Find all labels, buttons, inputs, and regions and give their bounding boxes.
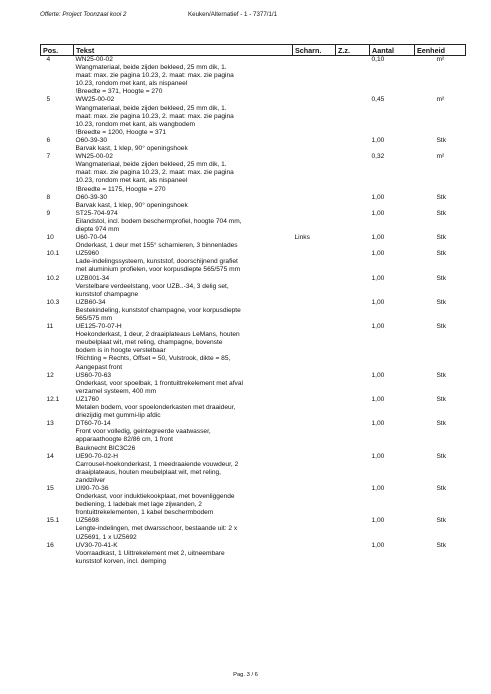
article-code: UZ5698 bbox=[75, 517, 99, 525]
description-line: Wangmateriaal, beide zijden bekleed, 25 mm dik, 1. bbox=[75, 64, 227, 72]
row-text bbox=[74, 396, 293, 420]
table-row bbox=[41, 194, 466, 210]
table-row bbox=[41, 420, 466, 452]
row-zz bbox=[336, 137, 370, 153]
description-line: 565/575 mm bbox=[75, 315, 113, 322]
row-pos: 5 bbox=[46, 96, 51, 104]
description-line: meubelplaat wit, met reling, champagne, bovenste bbox=[75, 339, 223, 347]
description-line: !Breedte = 1200, Hoogte = 371 bbox=[75, 128, 167, 136]
row-aantal: 1,00 bbox=[371, 541, 385, 549]
row-eenheid: Stk bbox=[436, 298, 447, 306]
row-scharn: Links bbox=[294, 234, 310, 242]
description-line: Lengte-indelingen, met dwarsschoor, bestaande uit: 2 x bbox=[75, 525, 238, 533]
row-scharn bbox=[293, 323, 336, 372]
row-aantal: 1,00 bbox=[371, 209, 385, 217]
offer-title: Offerte: Project Toonzaal kooi 2 bbox=[40, 11, 127, 18]
row-scharn bbox=[293, 275, 336, 299]
description-line: met aluminium profielen, voor korpusdiepte 565/575 mm bbox=[75, 266, 241, 274]
description-line: maat: max. zie pagina 10.23, 2. maat: max. zie pagina bbox=[75, 112, 234, 120]
table-row bbox=[41, 517, 466, 541]
row-text bbox=[74, 453, 293, 485]
description-line: Bestekindeling, kunststof champagne, voor korpusdiepte bbox=[75, 306, 241, 314]
description-line: Barvak kast, 1 klep, 90° openingshoek bbox=[75, 201, 188, 209]
description-line: Verstelbare verdeelstang, voor UZB..-34, 3 delig set, bbox=[75, 282, 229, 290]
row-aantal: 1,00 bbox=[371, 452, 385, 460]
row-pos: 13 bbox=[46, 420, 54, 428]
row-scharn bbox=[293, 542, 336, 566]
row-scharn bbox=[293, 96, 336, 136]
row-text bbox=[74, 372, 293, 396]
description-line: Metalen bodem, voor spoelonderkasten met draaideur, bbox=[75, 404, 236, 412]
page-number: Pag. 3 / 6 bbox=[233, 672, 258, 678]
row-aantal: 1,00 bbox=[371, 274, 385, 282]
description-line: !Breedte = 1175, Hoogte = 270 bbox=[75, 185, 166, 193]
row-aantal: 1,00 bbox=[371, 193, 385, 201]
row-zz bbox=[336, 250, 370, 274]
description-line: 10.23, rondom met kant, als nispaneel bbox=[75, 80, 188, 88]
table-row bbox=[41, 234, 466, 250]
row-eenheid: Stk bbox=[436, 371, 447, 379]
row-aantal: 1,00 bbox=[371, 298, 385, 306]
row-zz bbox=[336, 396, 370, 420]
row-aantal: 1,00 bbox=[371, 136, 385, 144]
row-text bbox=[74, 56, 293, 97]
description-line: verzamel systeem, 400 mm bbox=[75, 387, 157, 395]
row-pos: 7 bbox=[46, 153, 51, 161]
description-line: !Breedte = 371, Hoogte = 270 bbox=[75, 88, 163, 96]
description-line: apparaathoogte 82/86 cm, 1 front bbox=[75, 436, 174, 444]
row-aantal: 1,00 bbox=[371, 484, 385, 492]
description-line: Carrousel-hoekonderkast, 1 meedraaiende vouwdeur, 2 bbox=[75, 460, 239, 468]
row-text bbox=[74, 323, 293, 372]
row-zz bbox=[336, 323, 370, 372]
article-code: US60-70-63 bbox=[75, 371, 112, 379]
article-code: O60-39-30 bbox=[75, 193, 108, 201]
article-code: ST25-704-974 bbox=[75, 209, 118, 217]
row-eenheid: m² bbox=[436, 56, 445, 63]
row-scharn bbox=[293, 299, 336, 323]
row-aantal: 1,00 bbox=[371, 395, 385, 403]
row-aantal: 1,00 bbox=[371, 250, 385, 258]
row-scharn bbox=[293, 210, 336, 234]
row-pos: 14 bbox=[46, 452, 54, 460]
row-pos: 15 bbox=[46, 484, 54, 492]
description-line: Wangmateriaal, beide zijden bekleed, 25 mm dik, 1. bbox=[75, 104, 227, 112]
article-code: UZB60-34 bbox=[75, 298, 106, 306]
row-scharn bbox=[293, 250, 336, 274]
row-pos: 6 bbox=[46, 136, 51, 144]
table-row bbox=[41, 210, 466, 234]
article-code: WN25-00-02 bbox=[75, 56, 113, 63]
col-pos: Pos. bbox=[41, 45, 74, 56]
row-pos: 10.2 bbox=[46, 274, 60, 282]
row-eenheid: Stk bbox=[436, 250, 447, 258]
description-line: maat: max. zie pagina 10.23, 2. maat: max. zie pagina bbox=[75, 169, 234, 177]
row-eenheid: Stk bbox=[436, 541, 447, 549]
row-text bbox=[74, 234, 293, 250]
description-line: maat: max. zie pagina 10.23, 2. maat: max. zie pagina bbox=[75, 72, 234, 80]
description-line: kunststof champagne bbox=[75, 290, 139, 298]
row-eenheid: Stk bbox=[436, 209, 447, 217]
row-scharn bbox=[293, 453, 336, 485]
row-zz bbox=[336, 234, 370, 250]
row-text bbox=[74, 194, 293, 210]
article-code: DT60-70-14 bbox=[75, 420, 111, 428]
col-eenheid: Eenheid bbox=[415, 45, 466, 56]
row-scharn bbox=[293, 194, 336, 210]
row-eenheid: Stk bbox=[436, 517, 447, 525]
description-line: draaiplateaus, houten meubelplaat wit, met reling, bbox=[75, 468, 222, 476]
description-line: Lade-indelingssysteem, kunststof, doorschijnend grafiet bbox=[75, 258, 238, 266]
description-line: Wangmateriaal, beide zijden bekleed, 25 mm dik, 1. bbox=[75, 161, 227, 169]
description-line: Onderkast, voor induktiekookplaat, met bovenliggende bbox=[75, 493, 235, 501]
row-scharn bbox=[293, 372, 336, 396]
row-zz bbox=[336, 153, 370, 193]
row-pos: 10 bbox=[46, 234, 54, 242]
table-row bbox=[41, 453, 466, 485]
description-line: bodem is in hoogte verstelbaar bbox=[75, 347, 166, 355]
description-line: Onderkast, voor spoelbak, 1 frontuittrekelement met afval bbox=[75, 379, 243, 387]
row-scharn bbox=[293, 137, 336, 153]
row-zz bbox=[336, 275, 370, 299]
row-zz bbox=[336, 194, 370, 210]
row-eenheid: Stk bbox=[436, 323, 447, 331]
description-line: Bauknecht BIC3C26 bbox=[75, 444, 136, 452]
quote-table bbox=[40, 44, 466, 566]
row-scharn bbox=[293, 396, 336, 420]
description-line: 10.23, rondom met kant, als nispaneel bbox=[75, 177, 188, 185]
row-eenheid: Stk bbox=[436, 484, 447, 492]
description-line: Aangepast front bbox=[75, 363, 123, 371]
row-eenheid: Stk bbox=[436, 234, 447, 242]
table-row bbox=[41, 485, 466, 517]
row-text bbox=[74, 137, 293, 153]
description-line: !Richting = Rechts, Offset = 50, Vulstrook, diktе = 85, bbox=[75, 355, 231, 363]
table-row bbox=[41, 56, 466, 97]
table-row bbox=[41, 542, 466, 566]
row-aantal: 0,10 bbox=[371, 56, 385, 63]
description-line: frontuittrekelementen, 1 kabel beschermbodem bbox=[75, 509, 214, 517]
row-pos: 10.1 bbox=[46, 250, 60, 258]
row-eenheid: m² bbox=[436, 153, 445, 161]
row-pos: 11 bbox=[46, 323, 54, 331]
description-line: diepte 974 mm bbox=[75, 225, 120, 233]
row-scharn bbox=[293, 153, 336, 193]
description-line: Hoekonderkast, 1 deur, 2 draaiplateaus LeMans, houten bbox=[75, 331, 240, 339]
row-eenheid: Stk bbox=[436, 136, 447, 144]
article-code: UZ5960 bbox=[75, 250, 99, 258]
row-zz bbox=[336, 542, 370, 566]
description-line: kunststof korven, incl. demping bbox=[75, 557, 167, 565]
article-code: UV30-70-41-K bbox=[75, 541, 118, 549]
description-line: zandzilver bbox=[75, 476, 106, 484]
col-aantal: Aantal bbox=[370, 45, 415, 56]
row-scharn bbox=[293, 485, 336, 517]
row-aantal: 1,00 bbox=[371, 517, 385, 525]
table-row bbox=[41, 153, 466, 193]
article-code: WW25-00-02 bbox=[75, 96, 115, 104]
row-pos: 16 bbox=[46, 541, 54, 549]
table-row bbox=[41, 323, 466, 372]
row-pos: 8 bbox=[46, 193, 51, 201]
table-row bbox=[41, 372, 466, 396]
table-row bbox=[41, 137, 466, 153]
row-zz bbox=[336, 96, 370, 136]
row-aantal: 1,00 bbox=[371, 234, 385, 242]
row-eenheid: Stk bbox=[436, 193, 447, 201]
row-text bbox=[74, 542, 293, 566]
description-line: Voorraadkast, 1 Uittrekelement met 2, uitneembare bbox=[75, 549, 225, 557]
row-pos: 12 bbox=[46, 371, 54, 379]
row-pos: 4 bbox=[46, 56, 51, 63]
row-eenheid: Stk bbox=[436, 395, 447, 403]
row-zz bbox=[336, 210, 370, 234]
row-pos: 9 bbox=[46, 209, 51, 217]
row-text bbox=[74, 153, 293, 193]
article-code: UE90-70-02-H bbox=[75, 452, 119, 460]
table-row bbox=[41, 96, 466, 136]
article-code: O60-39-30 bbox=[75, 136, 108, 144]
row-aantal: 1,00 bbox=[371, 323, 385, 331]
row-scharn bbox=[293, 517, 336, 541]
article-code: UZB001-34 bbox=[75, 274, 110, 282]
row-text bbox=[74, 420, 293, 452]
row-pos: 15.1 bbox=[46, 517, 60, 525]
article-code: UE125-70-07-H bbox=[75, 323, 122, 331]
row-pos: 10.3 bbox=[46, 298, 60, 306]
row-scharn bbox=[293, 420, 336, 452]
col-tekst: Tekst bbox=[74, 45, 293, 56]
row-aantal: 1,00 bbox=[371, 371, 385, 379]
description-line: Onderkast, 1 deur met 155° scharnieren, 3 binnenlades bbox=[75, 242, 238, 250]
description-line: Front voor volledig, geintegreerde vaatwasser, bbox=[75, 428, 211, 436]
row-text bbox=[74, 485, 293, 517]
row-text bbox=[74, 210, 293, 234]
article-code: WN25-00-02 bbox=[75, 153, 113, 161]
table-row bbox=[41, 250, 466, 274]
row-scharn bbox=[293, 56, 336, 97]
row-eenheid: Stk bbox=[436, 274, 447, 282]
col-zz: Z.z. bbox=[336, 45, 370, 56]
row-text bbox=[74, 96, 293, 136]
article-code: U60-70-04 bbox=[75, 234, 107, 242]
row-text bbox=[74, 299, 293, 323]
description-line: driezijdig met gummi-lip afdic bbox=[75, 412, 161, 420]
row-pos: 12.1 bbox=[46, 395, 60, 403]
document-reference: Keuken/Alternatief - 1 - 7377/1/1 bbox=[188, 11, 278, 18]
row-text bbox=[74, 517, 293, 541]
table-row bbox=[41, 275, 466, 299]
description-line: Barvak kast, 1 klep, 90° openingshoek bbox=[75, 145, 188, 153]
description-line: UZ5691, 1 x UZ5692 bbox=[75, 533, 137, 541]
row-zz bbox=[336, 485, 370, 517]
row-aantal: 0,45 bbox=[371, 96, 385, 104]
row-zz bbox=[336, 420, 370, 452]
row-zz bbox=[336, 453, 370, 485]
row-eenheid: m² bbox=[436, 96, 445, 104]
row-aantal: 0,32 bbox=[371, 153, 385, 161]
row-zz bbox=[336, 517, 370, 541]
description-line: bediening, 1 ladebak met lage zijwanden, 2 bbox=[75, 501, 202, 509]
col-scharn: Scharn. bbox=[293, 45, 336, 56]
article-code: UI90-70-36 bbox=[75, 484, 109, 492]
table-header-row bbox=[41, 45, 466, 56]
row-zz bbox=[336, 372, 370, 396]
row-zz bbox=[336, 56, 370, 97]
description-line: 10.23, rondom met kant, als wangbodem bbox=[75, 120, 195, 128]
row-eenheid: Stk bbox=[436, 452, 447, 460]
row-aantal: 1,00 bbox=[371, 420, 385, 428]
description-line: Eilandstol, incl. bodem beschermprofiel, hoogte 704 mm, bbox=[75, 217, 242, 225]
row-zz bbox=[336, 299, 370, 323]
row-eenheid: Stk bbox=[436, 420, 447, 428]
row-text bbox=[74, 250, 293, 274]
row-text bbox=[74, 275, 293, 299]
table-row bbox=[41, 299, 466, 323]
article-code: UZ1760 bbox=[75, 395, 99, 403]
table-row bbox=[41, 396, 466, 420]
